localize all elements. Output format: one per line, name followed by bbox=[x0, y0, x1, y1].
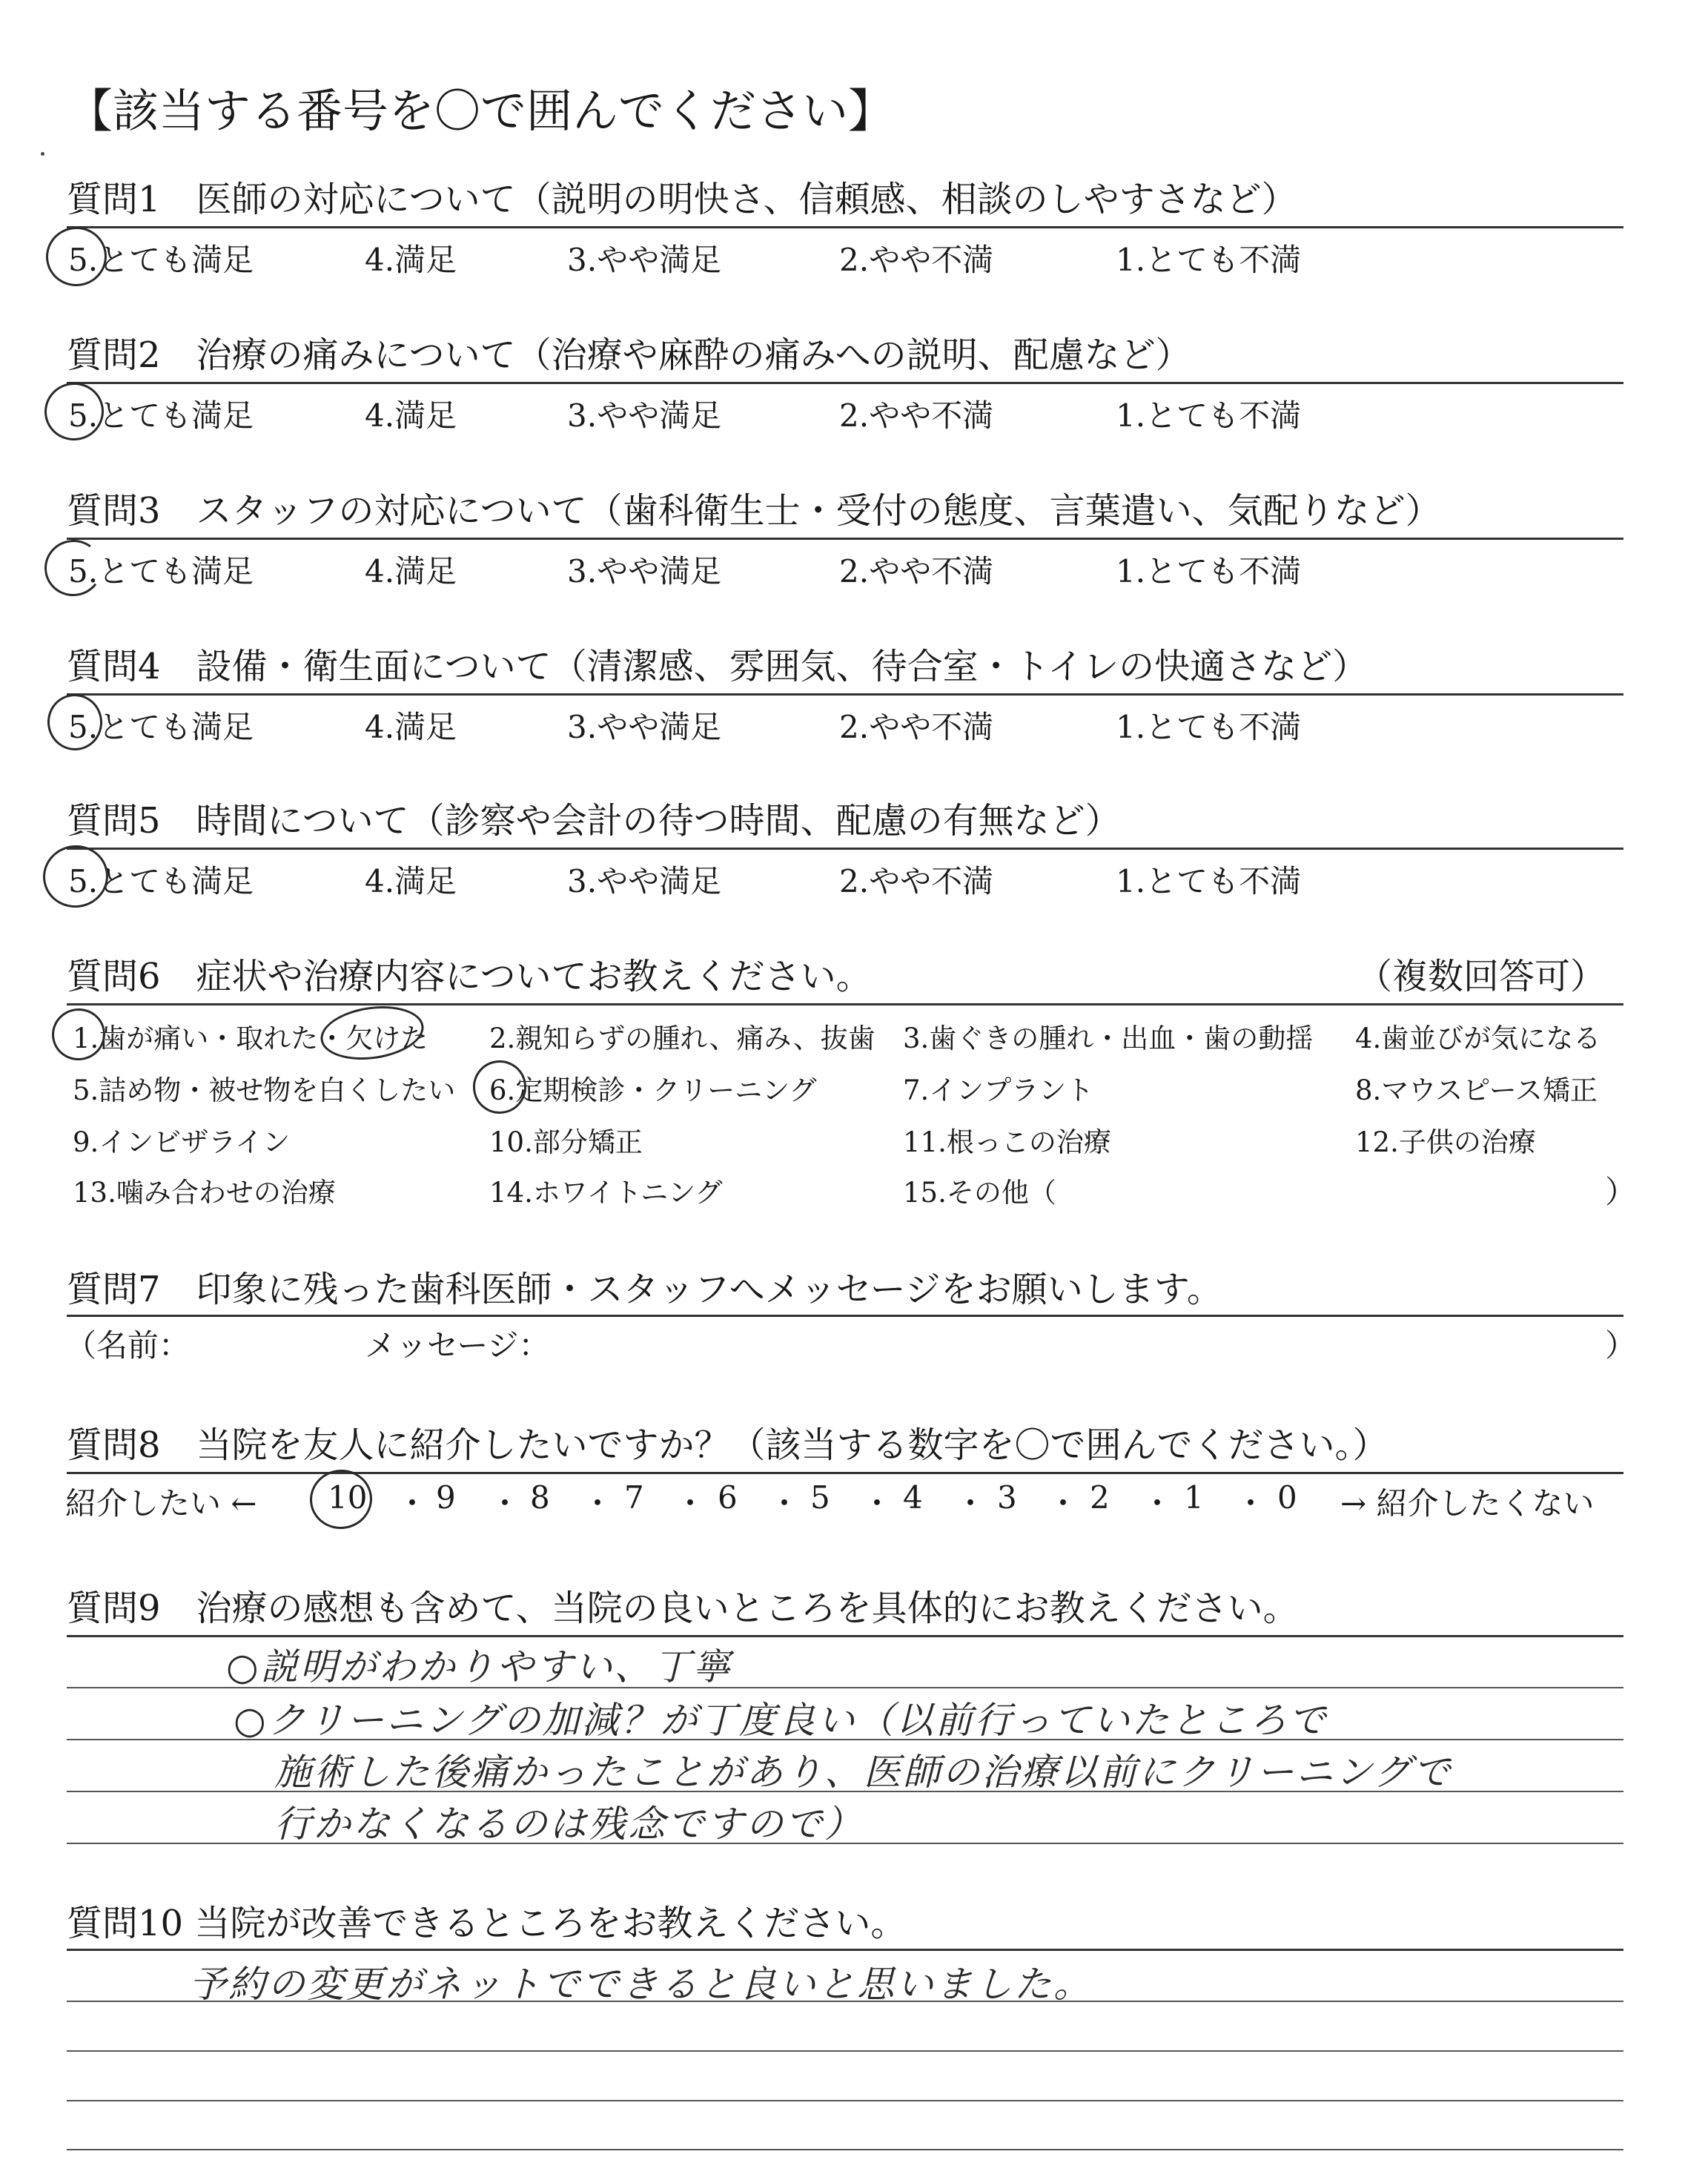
q8-scale-5[interactable]: 5 bbox=[810, 1479, 830, 1516]
q8-scale-sep: ・ bbox=[1235, 1485, 1267, 1522]
q8-scale-sep: ・ bbox=[582, 1485, 614, 1522]
q4-option-5[interactable]: 5.とても満足 bbox=[68, 709, 254, 745]
q8-scale-6[interactable]: 6 bbox=[718, 1479, 738, 1516]
q6-option-12[interactable]: 12.子供の治療 bbox=[1355, 1126, 1536, 1158]
q5-option-5[interactable]: 5.とても満足 bbox=[68, 863, 254, 899]
q10-answer-line-3 bbox=[67, 2100, 1623, 2101]
q8-scale-sep: ・ bbox=[675, 1485, 706, 1522]
q4-option-4[interactable]: 4.満足 bbox=[365, 709, 457, 745]
q6-option-8[interactable]: 8.マウスピース矯正 bbox=[1355, 1074, 1598, 1106]
q6-option-9[interactable]: 9.インビザライン bbox=[73, 1126, 291, 1158]
q10-answer-line-2 bbox=[67, 2050, 1623, 2052]
q8-scale-7[interactable]: 7 bbox=[624, 1479, 644, 1516]
q2-option-1[interactable]: 1.とても不満 bbox=[1116, 397, 1302, 434]
q3-option-2[interactable]: 2.やや不満 bbox=[839, 553, 994, 589]
q6-option-3[interactable]: 3.歯ぐきの腫れ・出血・歯の動揺 bbox=[903, 1023, 1314, 1054]
q6-rule bbox=[67, 1003, 1623, 1005]
q1-option-2[interactable]: 2.やや不満 bbox=[839, 242, 994, 278]
q10-rule bbox=[67, 1949, 1623, 1951]
q1-option-3[interactable]: 3.やや満足 bbox=[567, 242, 722, 278]
q3-option-1[interactable]: 1.とても不満 bbox=[1116, 553, 1302, 589]
q1-rule bbox=[67, 226, 1623, 228]
q8-scale-1[interactable]: 1 bbox=[1184, 1479, 1204, 1516]
q5-option-4[interactable]: 4.満足 bbox=[365, 863, 457, 899]
q6-option-4[interactable]: 4.歯並びが気になる bbox=[1355, 1023, 1601, 1054]
q8-scale-sep: ・ bbox=[1047, 1485, 1079, 1522]
q6-selection-circle-6 bbox=[469, 1057, 529, 1117]
q4-option-3[interactable]: 3.やや満足 bbox=[567, 709, 722, 745]
q4-rule bbox=[67, 693, 1623, 696]
q8-selection-circle bbox=[306, 1466, 376, 1533]
q6-other-close-paren: ） bbox=[1605, 1174, 1637, 1210]
q6-option-10[interactable]: 10.部分矯正 bbox=[489, 1126, 643, 1158]
q4-title: 質問4 設備・衛生面について（清潔感、雰囲気、待合室・トイレの快適さなど） bbox=[67, 646, 1368, 687]
q7-title: 質問7 印象に残った歯科医師・スタッフへメッセージをお願いします。 bbox=[67, 1269, 1222, 1310]
q5-rule bbox=[67, 848, 1623, 850]
q10-title: 質問10 当院が改善できるところをお教えください。 bbox=[67, 1903, 907, 1944]
q6-option-15[interactable]: 15.その他（ bbox=[903, 1177, 1056, 1209]
q2-option-4[interactable]: 4.満足 bbox=[365, 397, 457, 434]
q2-title: 質問2 治療の痛みについて（治療や麻酔の痛みへの説明、配慮など） bbox=[67, 334, 1191, 376]
q6-option-6[interactable]: 6.定期検診・クリーニング bbox=[489, 1074, 817, 1106]
q3-rule bbox=[67, 538, 1623, 540]
q9-answer-text-1: ○説明がわかりやすい、丁寧 bbox=[226, 1645, 732, 1688]
q2-option-3[interactable]: 3.やや満足 bbox=[567, 397, 722, 434]
q9-answer-text-2: ○クリーニングの加減？が丁度良い（以前行っていたところで bbox=[234, 1699, 1328, 1742]
q9-answer-text-4: 行かなくなるのは残念ですので） bbox=[274, 1803, 864, 1846]
q8-scale-sep: ・ bbox=[861, 1485, 893, 1522]
q6-option-2[interactable]: 2.親知らずの腫れ、痛み、抜歯 bbox=[489, 1023, 875, 1054]
q7-close-paren: ） bbox=[1605, 1327, 1637, 1364]
q9-answer-text-3: 施術した後痛かったことがあり、医師の治療以前にクリーニングで bbox=[274, 1751, 1452, 1794]
q6-option-11[interactable]: 11.根っこの治療 bbox=[903, 1126, 1111, 1158]
q9-title: 質問9 治療の感想も含めて、当院の良いところを具体的にお教えください。 bbox=[67, 1588, 1299, 1629]
q6-option-13[interactable]: 13.噛み合わせの治療 bbox=[73, 1177, 336, 1209]
q8-scale-sep: ・ bbox=[397, 1485, 428, 1522]
q8-scale-9[interactable]: 9 bbox=[436, 1479, 456, 1516]
q3-option-4[interactable]: 4.満足 bbox=[365, 553, 457, 589]
q8-rule bbox=[67, 1472, 1623, 1474]
q7-name-label: （名前： bbox=[65, 1327, 191, 1364]
q8-scale-2[interactable]: 2 bbox=[1090, 1479, 1110, 1516]
q8-scale-3[interactable]: 3 bbox=[997, 1479, 1017, 1516]
q3-title: 質問3 スタッフの対応について（歯科衛生士・受付の態度、言葉遣い、気配りなど） bbox=[67, 490, 1441, 532]
q8-scale-8[interactable]: 8 bbox=[530, 1479, 550, 1516]
q6-option-14[interactable]: 14.ホワイトニング bbox=[489, 1177, 723, 1209]
q1-option-1[interactable]: 1.とても不満 bbox=[1116, 242, 1302, 278]
q8-scale-sep: ・ bbox=[955, 1485, 987, 1522]
q2-rule bbox=[67, 382, 1623, 384]
q8-scale-4[interactable]: 4 bbox=[903, 1479, 923, 1516]
q2-option-5[interactable]: 5.とても満足 bbox=[68, 397, 254, 434]
q6-option-1[interactable]: 1.歯が痛い・取れた・欠けた bbox=[73, 1023, 428, 1054]
q6-title: 質問6 症状や治療内容についてお教えください。 bbox=[67, 956, 872, 997]
q6-option-5[interactable]: 5.詰め物・被せ物を白くしたい bbox=[73, 1074, 456, 1106]
q1-option-4[interactable]: 4.満足 bbox=[365, 242, 457, 278]
q8-right-label: → 紹介したくない bbox=[1340, 1485, 1595, 1522]
q7-rule bbox=[67, 1315, 1623, 1317]
q1-title: 質問1 医師の対応について（説明の明快さ、信頼感、相談のしやすさなど） bbox=[67, 179, 1297, 220]
q1-option-5[interactable]: 5.とても満足 bbox=[68, 242, 254, 278]
q3-option-3[interactable]: 3.やや満足 bbox=[567, 553, 722, 589]
q5-option-2[interactable]: 2.やや不満 bbox=[839, 863, 994, 899]
q5-title: 質問5 時間について（診察や会計の待つ時間、配慮の有無など） bbox=[67, 800, 1121, 842]
page-title: 【該当する番号を〇で囲んでください】 bbox=[67, 84, 895, 138]
q6-selection-circle-kaketa bbox=[317, 1000, 427, 1066]
q6-option-7[interactable]: 7.インプラント bbox=[903, 1074, 1094, 1106]
q10-answer-text-1: 予約の変更がネットでできると良いと思いました。 bbox=[189, 1963, 1093, 2006]
q8-scale-0[interactable]: 0 bbox=[1277, 1479, 1297, 1516]
q8-title: 質問8 当院を友人に紹介したいですか？（該当する数字を〇で囲んでください。） bbox=[67, 1424, 1388, 1466]
q4-option-1[interactable]: 1.とても不満 bbox=[1116, 709, 1302, 745]
q8-scale-sep: ・ bbox=[1142, 1485, 1174, 1522]
scan-dot bbox=[41, 152, 44, 156]
q5-option-3[interactable]: 3.やや満足 bbox=[567, 863, 722, 899]
q10-answer-line-4 bbox=[67, 2149, 1623, 2150]
q8-left-label: 紹介したい ← bbox=[65, 1485, 257, 1522]
q4-option-2[interactable]: 2.やや不満 bbox=[839, 709, 994, 745]
q7-message-area[interactable] bbox=[67, 1364, 1623, 1366]
q3-option-5[interactable]: 5.とても満足 bbox=[68, 553, 254, 589]
q8-scale-sep: ・ bbox=[769, 1485, 801, 1522]
q5-option-1[interactable]: 1.とても不満 bbox=[1116, 863, 1302, 899]
q7-message-label: メッセージ： bbox=[365, 1327, 550, 1364]
q8-scale-10[interactable]: 10 bbox=[328, 1479, 368, 1516]
q8-scale-sep: ・ bbox=[489, 1485, 521, 1522]
q2-option-2[interactable]: 2.やや不満 bbox=[839, 397, 994, 434]
q6-multiple-note: （複数回答可） bbox=[1357, 956, 1606, 997]
